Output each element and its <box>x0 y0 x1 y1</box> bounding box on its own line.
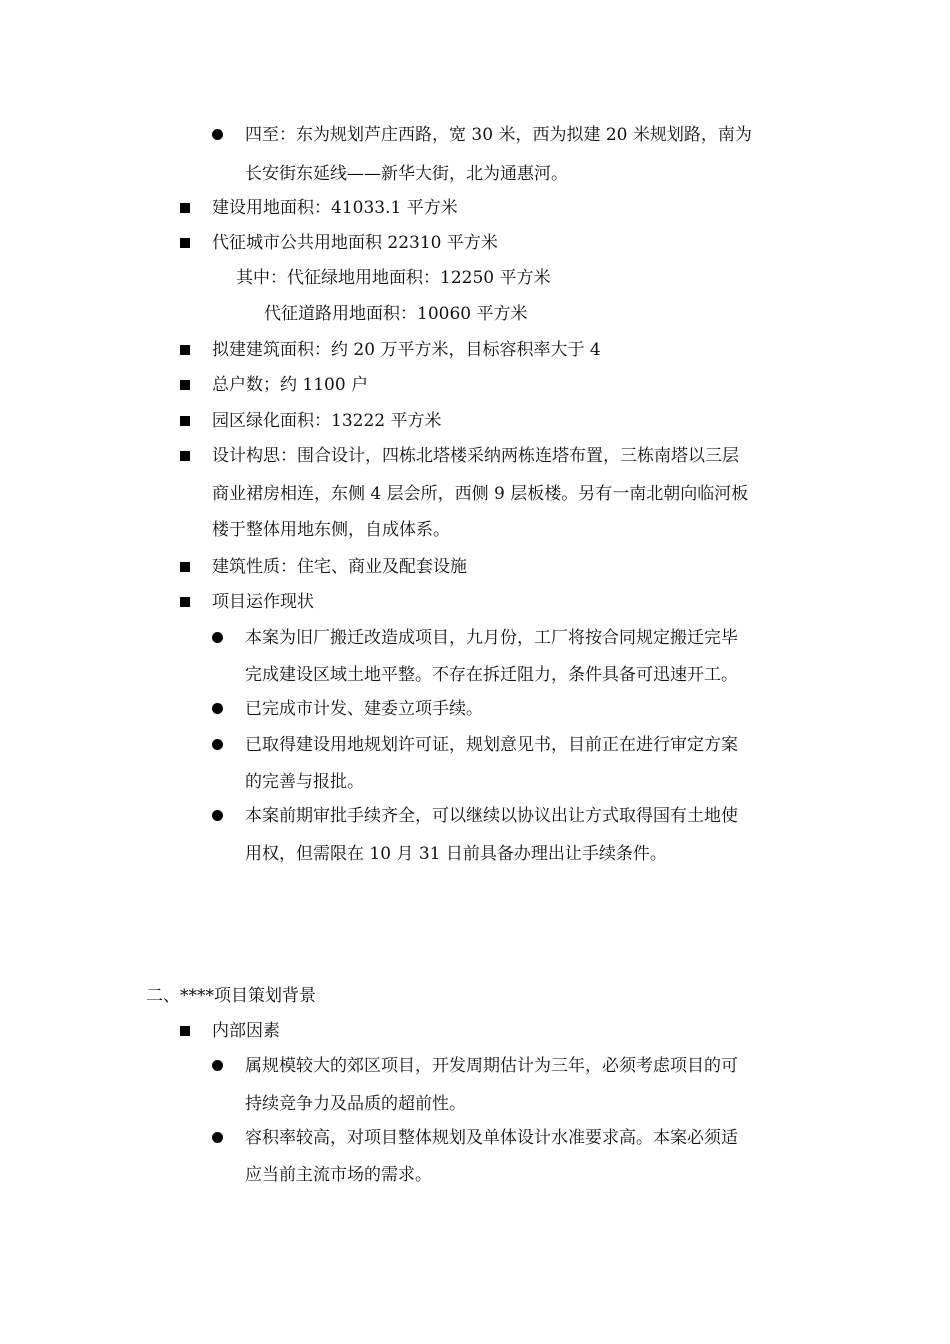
bullet-square-icon <box>180 562 190 572</box>
bullet-square-icon <box>180 416 190 426</box>
status-item-2-line-1: 已完成市计发、建委立项手续。 <box>245 699 483 719</box>
bullet-square-icon <box>180 238 190 248</box>
siting-line-1: 四至：东为规划芦庄西路，宽 30 米，西为拟建 20 米规划路，南为 <box>245 125 752 145</box>
status-item-1-line-2: 完成建设区域土地平整。不存在拆迁阻力，条件具备可迅速开工。 <box>245 665 738 685</box>
operation-status-heading: 项目运作现状 <box>212 592 314 612</box>
road-land-area: 代征道路用地面积：10060 平方米 <box>264 304 528 324</box>
green-land-area: 其中：代征绿地用地面积：12250 平方米 <box>236 268 551 288</box>
status-item-3-line-1: 已取得建设用地规划许可证，规划意见书，目前正在进行审定方案 <box>245 735 738 755</box>
greening-area: 园区绿化面积：13222 平方米 <box>212 411 442 431</box>
internal-factors-heading: 内部因素 <box>212 1021 280 1041</box>
section-two-title: 二、****项目策划背景 <box>146 986 316 1006</box>
status-item-4-line-1: 本案前期审批手续齐全，可以继续以协议出让方式取得国有土地使 <box>245 806 738 826</box>
internal-item-2-line-1: 容积率较高，对项目整体规划及单体设计水准要求高。本案必须适 <box>245 1128 738 1148</box>
design-concept-line-3: 楼于整体用地东侧，自成体系。 <box>212 520 450 540</box>
bullet-dot-icon <box>212 739 223 750</box>
internal-item-1-line-2: 持续竞争力及品质的超前性。 <box>245 1094 466 1114</box>
construction-land-area: 建设用地面积：41033.1 平方米 <box>212 198 458 218</box>
bullet-dot-icon <box>212 703 223 714</box>
bullet-square-icon <box>180 597 190 607</box>
bullet-square-icon <box>180 380 190 390</box>
bullet-dot-icon <box>212 632 223 643</box>
siting-line-2: 长安街东延线——新华大街，北为通惠河。 <box>245 164 568 184</box>
internal-item-2-line-2: 应当前主流市场的需求。 <box>245 1165 432 1185</box>
households: 总户数；约 1100 户 <box>212 375 369 395</box>
bullet-dot-icon <box>212 1060 223 1071</box>
bullet-square-icon <box>180 345 190 355</box>
internal-item-1-line-1: 属规模较大的郊区项目，开发周期估计为三年，必须考虑项目的可 <box>245 1056 738 1076</box>
bullet-dot-icon <box>212 129 223 140</box>
design-concept-line-1: 设计构思：围合设计，四栋北塔楼采纳两栋连塔布置，三栋南塔以三层 <box>212 446 739 466</box>
bullet-square-icon <box>180 451 190 461</box>
bullet-square-icon <box>180 203 190 213</box>
status-item-1-line-1: 本案为旧厂搬迁改造成项目，九月份，工厂将按合同规定搬迁完毕 <box>245 628 738 648</box>
public-land-area: 代征城市公共用地面积 22310 平方米 <box>212 233 498 253</box>
building-area: 拟建建筑面积：约 20 万平方米，目标容积率大于 4 <box>212 340 601 360</box>
design-concept-line-2: 商业裙房相连，东侧 4 层会所，西侧 9 层板楼。另有一南北朝向临河板 <box>212 484 749 504</box>
bullet-dot-icon <box>212 810 223 821</box>
building-nature: 建筑性质：住宅、商业及配套设施 <box>212 557 467 577</box>
bullet-square-icon <box>180 1026 190 1036</box>
status-item-3-line-2: 的完善与报批。 <box>245 772 364 792</box>
bullet-dot-icon <box>212 1132 223 1143</box>
status-item-4-line-2: 用权，但需限在 10 月 31 日前具备办理出让手续条件。 <box>245 844 667 864</box>
